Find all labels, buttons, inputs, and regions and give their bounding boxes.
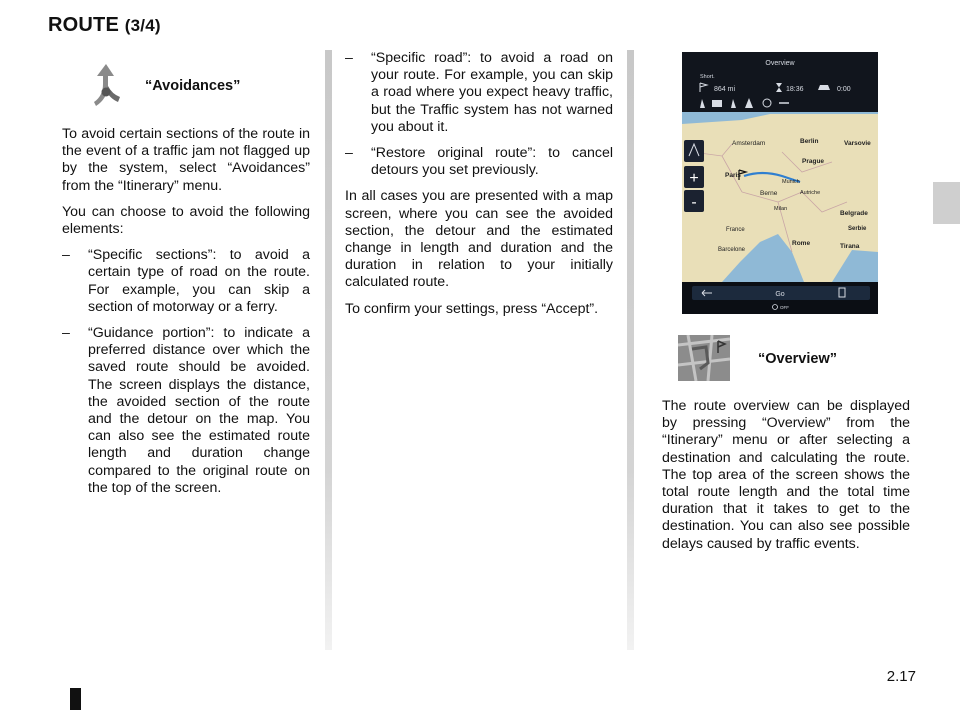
- avoidances-icon: [86, 62, 126, 110]
- screen-mode: Short.: [700, 74, 715, 80]
- overview-icon: [678, 335, 730, 381]
- column-divider-left: [325, 50, 332, 650]
- screen-title: Overview: [765, 60, 795, 67]
- city-label: Belgrade: [840, 210, 868, 217]
- list-item: – “Restore original route”: to cancel detours you set previously.: [345, 145, 613, 179]
- go-button[interactable]: Go: [775, 291, 785, 298]
- city-label: Autriche: [800, 190, 821, 196]
- city-label: Paris: [725, 172, 741, 179]
- title-subtitle: (3/4): [124, 16, 161, 35]
- toll-icon: [712, 100, 722, 107]
- confirm-paragraph: To confirm your settings, press “Accept”.: [345, 300, 599, 317]
- title-main: ROUTE: [48, 14, 119, 36]
- section-tab: [933, 182, 960, 224]
- city-label: Prague: [802, 158, 825, 165]
- list-item: – “Specific road”: to avoid a road on your route. For example, you can skip a road where you expect heavy traffic, but the Traffic system has not warned you about it.: [345, 50, 613, 135]
- avoidances-intro: To avoid certain sections of the route in the event of a traffic jam not flagged up by the system, select “Avoidances” from the “Itinerary” menu.: [62, 126, 310, 194]
- zoom-in-label: +: [689, 170, 699, 187]
- city-label: Amsterdam: [732, 140, 766, 147]
- page-title: [48, 14, 161, 37]
- middle-column: [345, 50, 613, 327]
- left-column: [62, 126, 310, 506]
- city-label: Tirana: [840, 243, 860, 250]
- avoidances-heading: “Avoidances”: [145, 78, 241, 94]
- zoom-out-label: -: [691, 194, 697, 211]
- city-label: Varsovie: [844, 140, 871, 147]
- city-label: Munich: [782, 179, 800, 185]
- column-divider-right: [627, 50, 634, 650]
- screen-delay: 0:00: [837, 86, 851, 93]
- city-label: Berne: [760, 190, 778, 197]
- list-item: – “Specific sections”: to avoid a certain type of road on the route. For example, you can skip a section of motorway or a ferry.: [62, 247, 310, 315]
- page-corner-mark: [70, 688, 81, 710]
- overview-text: The route overview can be displayed by pressing “Overview” from the “Itinerary” menu or after selecting a destination and calculating the route. The top area of the screen shows the total route length and the total time duration that it takes to get to the destination. You can also see possible delays caused by traffic events.: [662, 398, 910, 552]
- traffic-icon: [818, 85, 830, 90]
- city-label: Barcelone: [718, 247, 746, 253]
- screen-time: 18:36: [786, 86, 804, 93]
- city-label: Rome: [792, 240, 811, 247]
- list-item: – “Guidance portion”: to indicate a preferred distance over which the saved route should be avoided. The screen displays the distance, the avoided section of the route and the detour on the map. You can also see the estimated route length and duration change compared to the original route on the top of the screen.: [62, 325, 310, 496]
- city-label: Milan: [774, 206, 788, 212]
- page-number: 2.17: [886, 668, 916, 685]
- city-label: Serbie: [848, 226, 867, 232]
- city-label: France: [726, 227, 745, 233]
- screen-distance: 864 mi: [714, 86, 736, 93]
- map-screen-paragraph: In all cases you are presented with a map screen, where you can see the avoided section, the detour and the estimated change in length and duration and the duration in relation to your initially calculated route.: [345, 188, 613, 291]
- avoidances-choose: You can choose to avoid the following elements:: [62, 203, 310, 238]
- city-label: Berlin: [800, 138, 819, 145]
- off-label: OFF: [780, 305, 789, 310]
- right-column: [662, 398, 910, 562]
- overview-heading: “Overview”: [758, 351, 837, 367]
- overview-screen: [682, 52, 878, 314]
